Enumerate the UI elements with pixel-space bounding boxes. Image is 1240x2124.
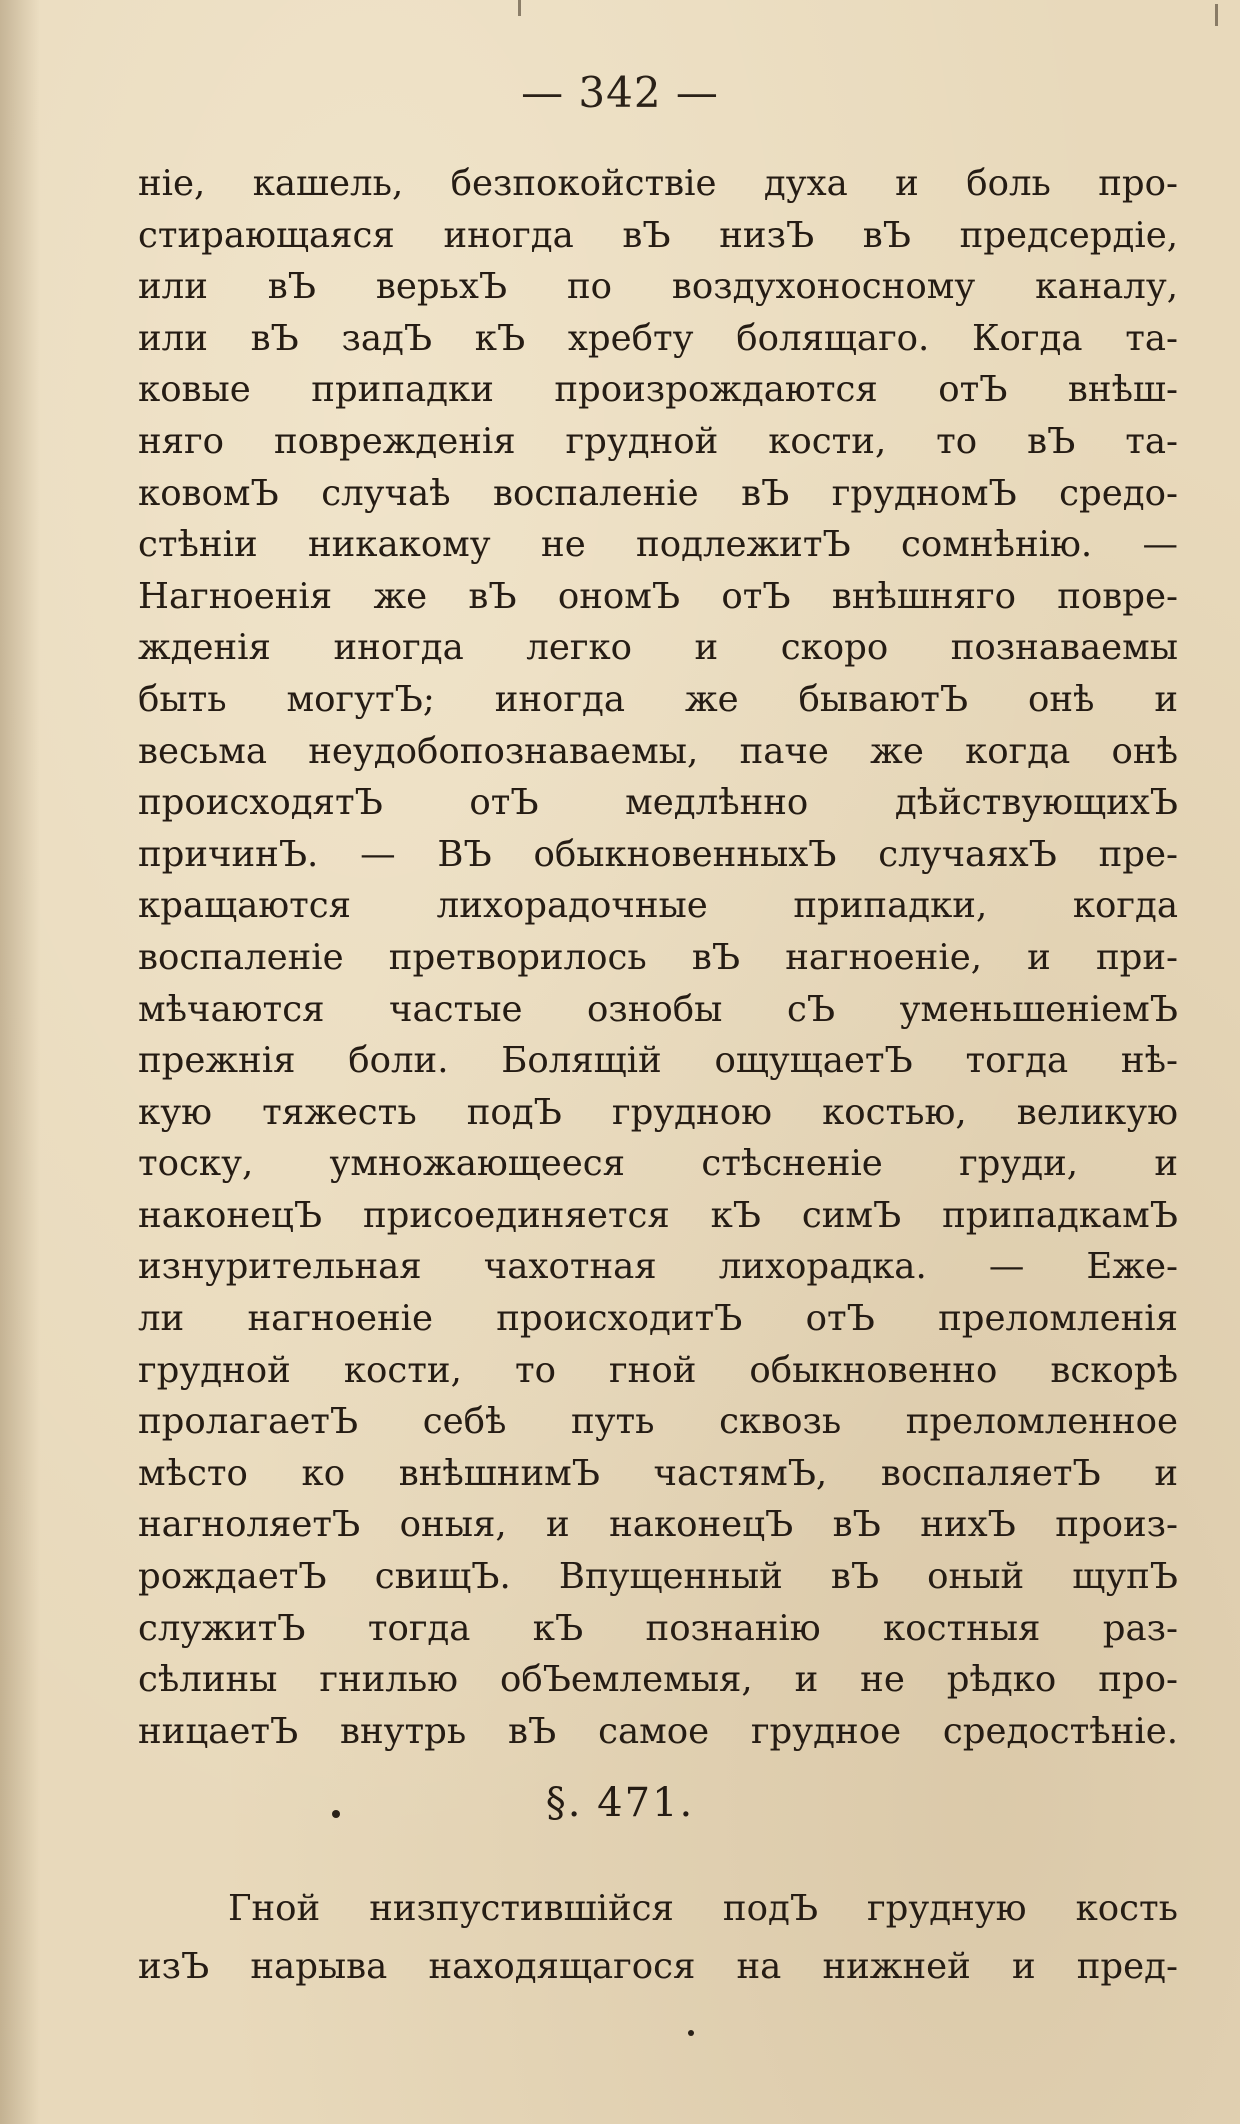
- text-line: кую тяжесть подЪ грудною костью, великую: [138, 1091, 1178, 1133]
- text-line: грудной кости, то гной обыкновенно вскорѣ: [138, 1349, 1178, 1391]
- printer-dot-bottom: [688, 2030, 694, 2036]
- text-line: жденія иногда легко и скоро познаваемы: [138, 627, 1178, 669]
- print-mark: [518, 0, 521, 16]
- text-line: няго поврежденія грудной кости, то вЪ та-: [138, 420, 1178, 462]
- text-line: весьма неудобопознаваемы, паче же когда онѣ: [138, 730, 1178, 772]
- text-line: происходятЪ отЪ медлѣнно дѣйствующихЪ: [138, 782, 1178, 824]
- text-line: сѣлины гнилью обЪемлемыя, и не рѣдко про-: [138, 1659, 1178, 1701]
- text-line: рождаетЪ свищЪ. Впущенный вЪ оный щупЪ: [138, 1556, 1178, 1598]
- text-line: мѣчаются частые ознобы сЪ уменьшеніемЪ: [138, 988, 1178, 1030]
- paragraph-1: [138, 158, 1178, 1757]
- paragraph-2: [138, 1880, 1178, 1996]
- text-line: воспаленіе претворилось вЪ нагноеніе, и при-: [138, 936, 1178, 978]
- text-line: Гной низпустившійся подЪ грудную кость: [228, 1888, 1178, 1929]
- text-line: тоску, умножающееся стѣсненіе груди, и: [138, 1143, 1178, 1185]
- text-line: быть могутЪ; иногда же бываютЪ онѣ и: [138, 678, 1178, 720]
- text-line: нагноляетЪ оныя, и наконецЪ вЪ нихЪ произ-: [138, 1504, 1178, 1546]
- text-line: ковые припадки произрождаются отЪ внѣш-: [138, 369, 1178, 411]
- text-line: ли нагноеніе происходитЪ отЪ преломленія: [138, 1298, 1178, 1340]
- text-line: стирающаяся иногда вЪ низЪ вЪ предсердіе,: [138, 214, 1178, 256]
- text-line: прежнія боли. Болящій ощущаетЪ тогда нѣ-: [138, 1040, 1178, 1082]
- print-mark-corner: [1215, 4, 1218, 26]
- text-line: или вЪ задЪ кЪ хребту болящаго. Когда та-: [138, 317, 1178, 359]
- text-line: или вЪ верьхЪ по воздухоносному каналу,: [138, 266, 1178, 308]
- text-line: пролагаетЪ себѣ путь сквозь преломленное: [138, 1401, 1178, 1443]
- text-line: Нагноенія же вЪ ономЪ отЪ внѣшняго повре-: [138, 575, 1178, 617]
- text-line: наконецЪ присоединяется кЪ симЪ припадкамЪ: [138, 1194, 1178, 1236]
- text-line: причинЪ. — ВЪ обыкновенныхЪ случаяхЪ пре-: [138, 833, 1178, 875]
- text-line: изЪ нарыва находящагося на нижней и пред-: [138, 1946, 1178, 1987]
- text-line: стѣніи никакому не подлежитЪ сомнѣнію. —: [138, 524, 1178, 566]
- page-number: — 342 —: [521, 68, 719, 117]
- text-line: кращаются лихорадочные припадки, когда: [138, 885, 1178, 927]
- text-line: ковомЪ случаѣ воспаленіе вЪ грудномЪ средо-: [138, 472, 1178, 514]
- text-line: мѣсто ко внѣшнимЪ частямЪ, воспаляетЪ и: [138, 1452, 1178, 1494]
- text-line: изнурительная чахотная лихорадка. — Еже-: [138, 1246, 1178, 1288]
- text-line: ніе, кашель, безпокойствіе духа и боль про-: [138, 163, 1178, 204]
- section-heading: §. 471.: [545, 1780, 695, 1826]
- text-line: служитЪ тогда кЪ познанію костныя раз-: [138, 1607, 1178, 1649]
- text-line: ницаетЪ внутрь вЪ самое грудное средостѣніе.: [138, 1710, 1178, 1752]
